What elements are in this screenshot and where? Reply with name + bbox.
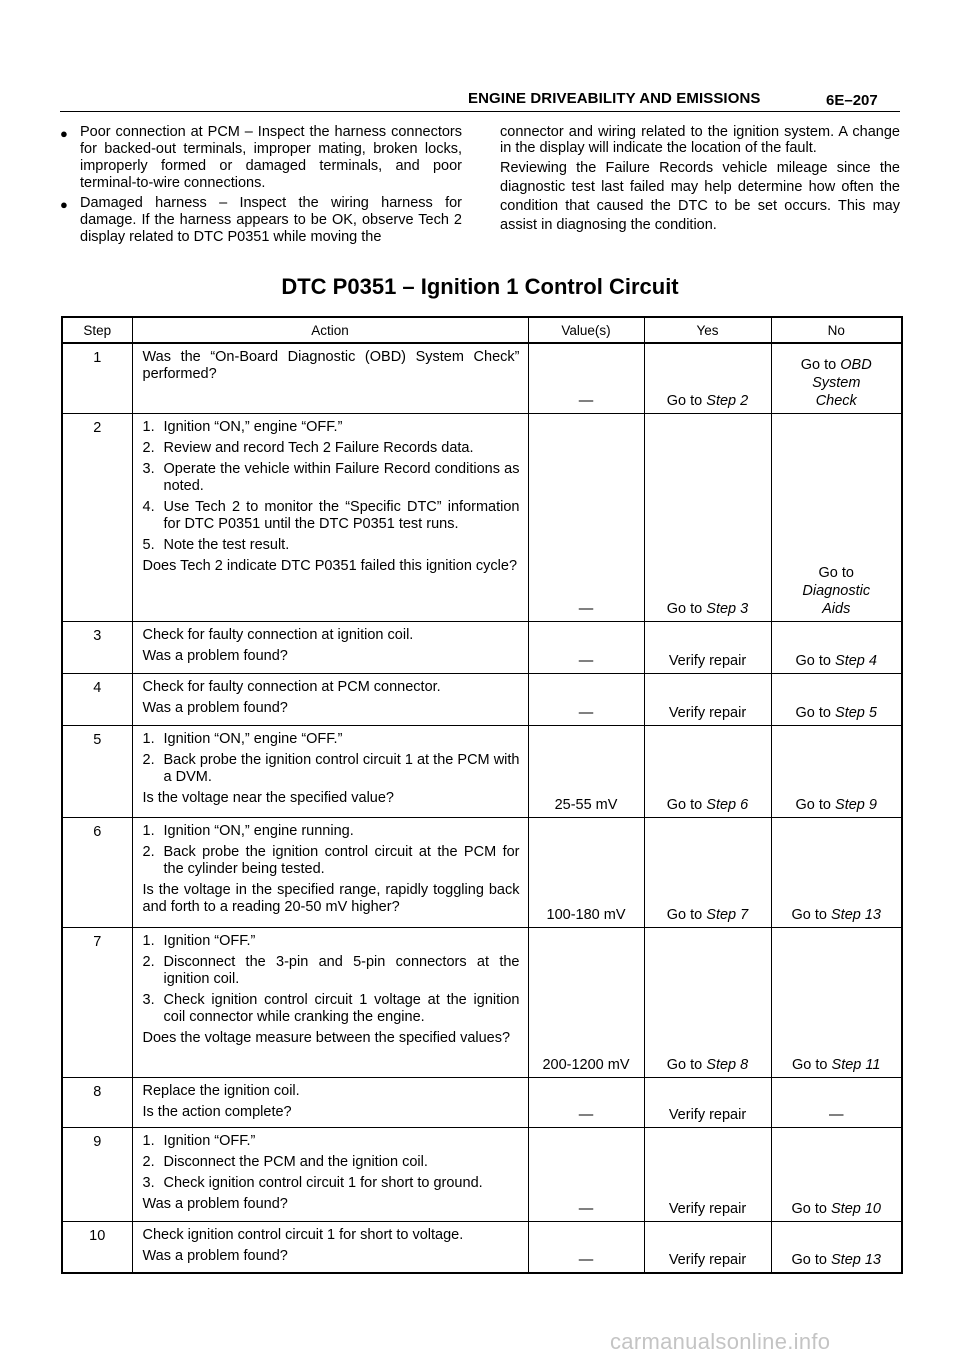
- no-target-reference: Diagnostic Aids: [802, 582, 871, 617]
- action-step-item: [143, 731, 520, 748]
- no-cell: [771, 725, 902, 817]
- intro-right-column: [500, 124, 900, 235]
- action-step-item: [143, 954, 520, 988]
- action-step-item: [143, 499, 520, 533]
- value-cell: —: [528, 1077, 644, 1127]
- item-text: Back probe the ignition control circuit at the PCM for the cylinder being tested.: [163, 843, 520, 877]
- step-number: 2: [62, 413, 132, 621]
- page-number: 6E–207: [826, 92, 878, 109]
- item-text: Back probe the ignition control circuit 1 at the PCM with a DVM.: [163, 751, 520, 785]
- item-text: Disconnect the PCM and the ignition coil.: [163, 1153, 428, 1170]
- item-text: Review and record Tech 2 Failure Records data.: [163, 439, 474, 456]
- yes-action-text: Go to: [666, 906, 707, 923]
- step-number: 7: [62, 927, 132, 1077]
- header-values: Value(s): [528, 317, 644, 343]
- header-action: Action: [132, 317, 528, 343]
- yes-target-reference: Step 8: [706, 1056, 749, 1073]
- no-action-text: Go to: [791, 1252, 831, 1268]
- item-number: 3.: [142, 991, 155, 1008]
- table-header-row: [62, 317, 902, 343]
- yes-action-text: Verify repair: [668, 1200, 747, 1217]
- action-step-item: [143, 992, 520, 1026]
- item-text: Note the test result.: [163, 536, 290, 553]
- action-cell: [132, 927, 528, 1077]
- yes-action-text: Verify repair: [668, 652, 747, 669]
- item-text: Ignition “ON,” engine running.: [163, 822, 354, 839]
- bullet-poor-connection: ● Poor connection at PCM – Inspect the harness connectors for backed-out terminals, improper mating, broken locks, improperly formed or damaged terminals, and poor terminal-to-wire connections.: [60, 124, 462, 191]
- yes-cell: [644, 1127, 771, 1221]
- no-action-text: Go to: [795, 652, 836, 669]
- action-step-item: [143, 823, 520, 840]
- yes-cell: [644, 817, 771, 927]
- no-action-text: Go to: [791, 906, 831, 923]
- table-row: [62, 1077, 902, 1127]
- action-step-item: [143, 844, 520, 878]
- section-title: ENGINE DRIVEABILITY AND EMISSIONS: [468, 90, 761, 107]
- action-line: Replace the ignition coil.: [142, 1082, 300, 1099]
- bullet-damaged-harness: ● Damaged harness – Inspect the wiring harness for damage. If the harness appears to be OK, observe Tech 2 display related to DTC P0351 while moving the: [60, 195, 462, 245]
- no-cell: [771, 1077, 902, 1127]
- action-cell: [132, 1127, 528, 1221]
- action-cell: [132, 621, 528, 673]
- action-question: Is the voltage in the specified range, rapidly toggling back and forth to a reading 20-50 mV higher?: [142, 881, 520, 915]
- item-text: Operate the vehicle within Failure Record conditions as noted.: [163, 460, 520, 494]
- action-step-item: [143, 933, 520, 950]
- step-number: 10: [62, 1221, 132, 1273]
- no-action-text: Go to: [800, 356, 841, 373]
- yes-cell: [644, 927, 771, 1077]
- no-target-reference: Step 10: [831, 1200, 881, 1217]
- step-number: 4: [62, 673, 132, 725]
- step-number: 8: [62, 1077, 132, 1127]
- no-cell: [771, 413, 902, 621]
- intro-text: [60, 124, 900, 254]
- no-action-text: Go to: [818, 564, 854, 581]
- action-question: Does Tech 2 indicate DTC P0351 failed this ignition cycle?: [142, 557, 518, 574]
- no-action-text: Go to: [791, 1200, 831, 1217]
- item-number: 1.: [142, 932, 155, 949]
- table-row: [62, 343, 902, 413]
- table-title: DTC P0351 – Ignition 1 Control Circuit: [281, 274, 679, 299]
- item-number: 1.: [142, 418, 155, 435]
- action-question: Was a problem found?: [142, 647, 288, 664]
- item-number: 3.: [142, 1174, 155, 1191]
- yes-cell: [644, 1077, 771, 1127]
- item-number: 4.: [142, 498, 155, 515]
- item-text: Ignition “ON,” engine “OFF.”: [163, 730, 343, 747]
- no-cell: [771, 343, 902, 413]
- action-cell: [132, 1077, 528, 1127]
- item-text: Ignition “OFF.”: [163, 1132, 256, 1149]
- action-cell: [132, 725, 528, 817]
- item-text: Check ignition control circuit 1 for short to ground.: [163, 1174, 483, 1191]
- yes-cell: [644, 725, 771, 817]
- yes-action-text: Go to: [666, 392, 707, 409]
- action-cell: [132, 413, 528, 621]
- action-step-item: [143, 461, 520, 495]
- action-step-item: [143, 752, 520, 786]
- no-cell: [771, 621, 902, 673]
- table-row: [62, 1221, 902, 1273]
- item-number: 2.: [142, 439, 155, 456]
- watermark: carmanualsonline.info: [610, 1329, 831, 1354]
- action-cell: [132, 817, 528, 927]
- no-cell: [771, 673, 902, 725]
- page-header: [0, 88, 960, 112]
- action-line: Check for faulty connection at ignition coil.: [142, 626, 414, 643]
- item-number: 2.: [142, 953, 155, 970]
- item-number: 1.: [142, 730, 155, 747]
- item-text: Use Tech 2 to monitor the “Specific DTC” information for DTC P0351 until the DTC P0351 test runs.: [163, 498, 520, 532]
- yes-action-text: Go to: [666, 600, 707, 617]
- item-text: Disconnect the 3-pin and 5-pin connectors at the ignition coil.: [163, 953, 520, 987]
- action-question: Is the voltage near the specified value?: [142, 789, 394, 806]
- failure-records-paragraph: Reviewing the Failure Records vehicle mileage since the diagnostic test last failed may help determine how often the condition that caused the DTC to be set occurs. This may assist in diagnosing the condition.: [500, 160, 900, 233]
- action-cell: [132, 343, 528, 413]
- value-cell: —: [528, 413, 644, 621]
- yes-target-reference: Step 3: [706, 600, 749, 617]
- item-number: 1.: [142, 1132, 155, 1149]
- value-cell: —: [528, 621, 644, 673]
- step-number: 3: [62, 621, 132, 673]
- table-row: [62, 673, 902, 725]
- yes-cell: [644, 621, 771, 673]
- value-cell: —: [528, 1221, 644, 1273]
- no-target-reference: Step 9: [835, 796, 877, 813]
- yes-action-text: Go to: [666, 796, 707, 813]
- item-number: 2.: [142, 751, 155, 768]
- item-text: Ignition “ON,” engine “OFF.”: [163, 418, 343, 435]
- diagnostic-table: [61, 316, 903, 1274]
- no-target-reference: Step 13: [831, 906, 881, 923]
- value-cell: —: [528, 1127, 644, 1221]
- action-question: Is the action complete?: [142, 1103, 292, 1120]
- bullet-dot-icon: ●: [60, 126, 68, 141]
- table-row: [62, 621, 902, 673]
- table-row: [62, 927, 902, 1077]
- bullet-dot-icon: ●: [60, 197, 68, 212]
- no-cell: [771, 927, 902, 1077]
- item-text: Check ignition control circuit 1 voltage at the ignition coil connector while cranking the engine.: [163, 991, 520, 1025]
- action-line: Check ignition control circuit 1 for short to voltage.: [142, 1226, 464, 1243]
- yes-action-text: Verify repair: [668, 1252, 747, 1268]
- no-target-reference: Step 4: [835, 652, 877, 669]
- step-number: 9: [62, 1127, 132, 1221]
- value-cell: 200-1200 mV: [528, 927, 644, 1077]
- header-no: No: [771, 317, 902, 343]
- yes-cell: [644, 673, 771, 725]
- no-target-reference: Step 13: [831, 1252, 881, 1268]
- header-yes: Yes: [644, 317, 771, 343]
- item-number: 2.: [142, 1153, 155, 1170]
- no-action-text: Go to: [795, 796, 836, 813]
- no-action-text: —: [829, 1106, 844, 1123]
- header-step: Step: [62, 317, 132, 343]
- item-number: 1.: [142, 822, 155, 839]
- action-question: Was a problem found?: [142, 1195, 288, 1212]
- yes-action-text: Verify repair: [668, 704, 747, 721]
- yes-cell: [644, 413, 771, 621]
- no-cell: [771, 817, 902, 927]
- step-number: 1: [62, 343, 132, 413]
- no-target-reference: OBD System Check: [812, 356, 872, 409]
- yes-cell: [644, 343, 771, 413]
- yes-action-text: Go to: [666, 1056, 707, 1073]
- table-row: [62, 1127, 902, 1221]
- value-cell: —: [528, 343, 644, 413]
- yes-action-text: Verify repair: [668, 1106, 747, 1123]
- action-cell: [132, 673, 528, 725]
- action-question: Was the “On-Board Diagnostic (OBD) System Check” performed?: [142, 349, 520, 382]
- action-question: Was a problem found?: [142, 1247, 288, 1264]
- item-text: Ignition “OFF.”: [163, 932, 256, 949]
- item-number: 3.: [142, 460, 155, 477]
- value-cell: —: [528, 673, 644, 725]
- action-step-item: [143, 537, 520, 554]
- bullet-continuation: connector and wiring related to the ignition system. A change in the display will indicate the location of the fault.: [500, 124, 900, 156]
- no-action-text: Go to: [792, 1056, 832, 1073]
- intro-left-column: [60, 124, 462, 249]
- action-step-item: [143, 1175, 520, 1192]
- no-cell: [771, 1221, 902, 1273]
- action-cell: [132, 1221, 528, 1273]
- no-target-reference: Step 5: [835, 704, 877, 721]
- yes-target-reference: Step 6: [706, 796, 749, 813]
- action-step-item: [143, 419, 520, 436]
- yes-target-reference: Step 2: [706, 392, 749, 409]
- action-question: Was a problem found?: [142, 699, 288, 716]
- action-step-item: [143, 1154, 520, 1171]
- item-number: 5.: [142, 536, 155, 553]
- yes-target-reference: Step 7: [706, 906, 749, 923]
- action-question: Does the voltage measure between the specified values?: [142, 1029, 511, 1046]
- header-rule: [60, 111, 900, 112]
- no-target-reference: Step 11: [831, 1056, 881, 1073]
- step-number: 6: [62, 817, 132, 927]
- action-step-item: [143, 440, 520, 457]
- no-action-text: Go to: [795, 704, 836, 721]
- item-number: 2.: [142, 843, 155, 860]
- yes-cell: [644, 1221, 771, 1273]
- table-row: [62, 725, 902, 817]
- action-line: Check for faulty connection at PCM connector.: [142, 678, 441, 695]
- table-row: [62, 817, 902, 927]
- no-cell: [771, 1127, 902, 1221]
- step-number: 5: [62, 725, 132, 817]
- value-cell: 25-55 mV: [528, 725, 644, 817]
- table-row: [62, 413, 902, 621]
- value-cell: 100-180 mV: [528, 817, 644, 927]
- action-step-item: [143, 1133, 520, 1150]
